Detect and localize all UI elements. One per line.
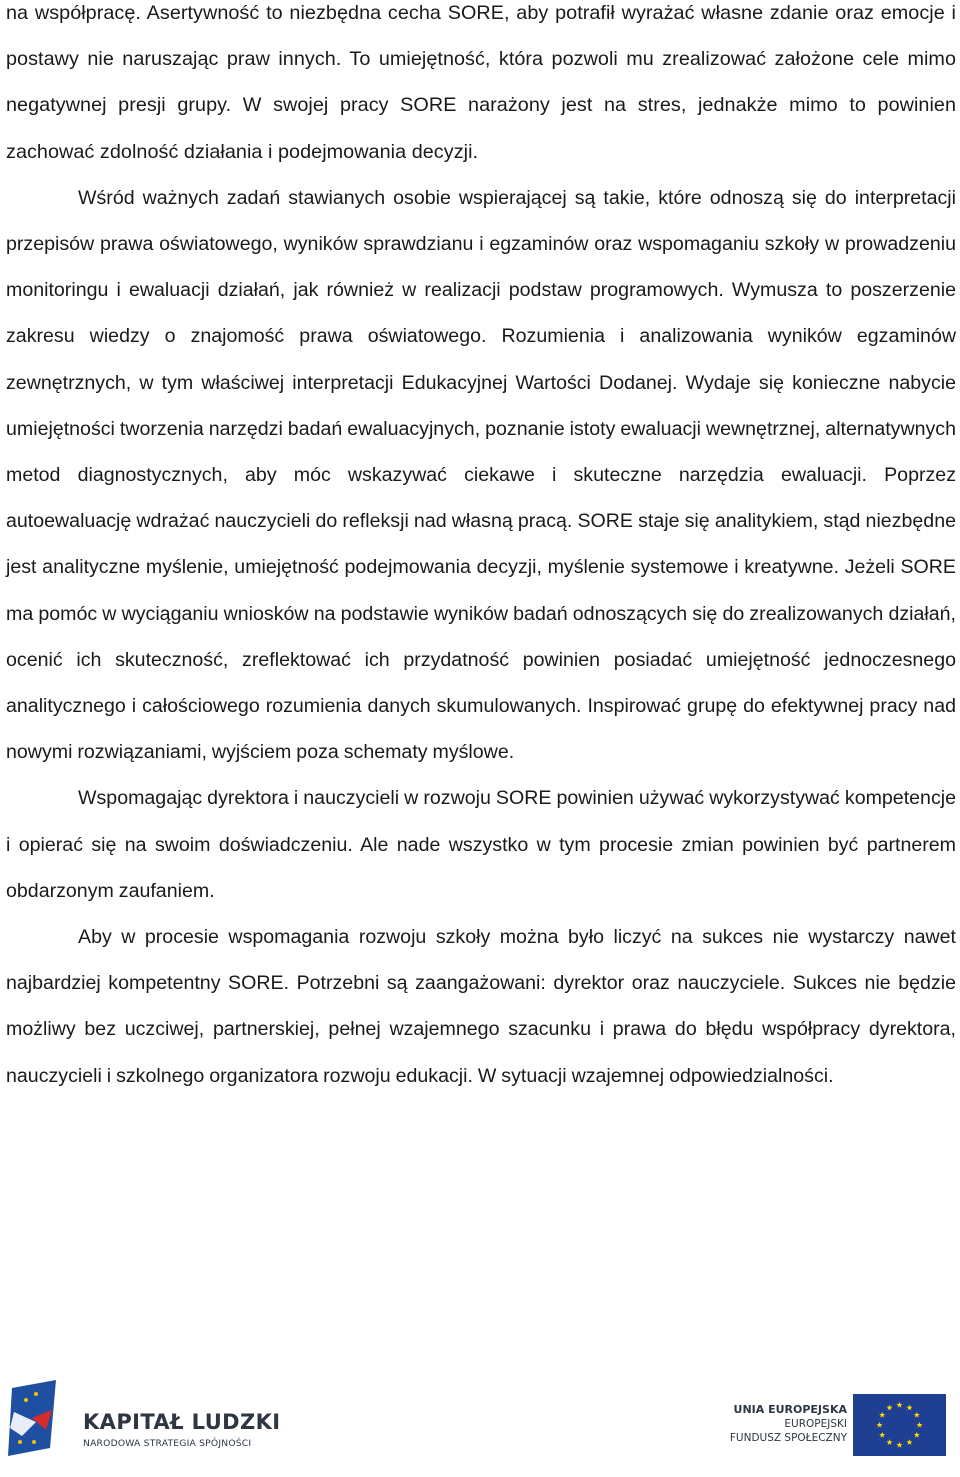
kapital-ludzki-logo (6, 1378, 306, 1458)
kapital-ludzki-subtitle: NARODOWA STRATEGIA SPÓJNOŚCI (83, 1438, 252, 1449)
eu-text (730, 1402, 847, 1445)
eu-fund-label-1: EUROPEJSKI (784, 1418, 847, 1430)
kapital-ludzki-text (83, 1411, 281, 1449)
paragraph-1: na współpracę. Asertywność to niezbędna cecha SORE, aby potrafił wyrażać własne zdanie oraz emocje i postawy nie naruszając praw innych. To umiejętność, która pozwoli mu zrealizować założone cele mimo negatywnej presji grupy. W swojej pracy SORE narażony jest na stres, jednakże mimo to powinien zachować zdolność działania i podejmowania decyzji. (6, 2, 956, 163)
paragraph-2: Wśród ważnych zadań stawianych osobie wspierającej są takie, które odnoszą się do interpretacji przepisów prawa oświatowego, wyników sprawdzianu i egzaminów oraz wspomaganiu szkoły w prowadzeniu monitoringu i ewaluacji działań, jak również w realizacji podstaw programowych. Wymusza to poszerzenie zakresu wiedzy o znajomość prawa oświatowego. Rozumienia i analizowania wyników egzaminów zewnętrznych, w tym właściwej interpretacji Edukacyjnej Wartości Dodanej. Wydaje się konieczne nabycie umiejętności tworzenia narzędzi badań ewaluacyjnych, poznanie istoty ewaluacji wewnętrznej, alternatywnych metod diagnostycznych, aby móc wskazywać ciekawe i skuteczne narzędzia ewaluacji. Poprzez autoewaluację wdrażać nauczycieli do refleksji nad własną pracą. SORE staje się analitykiem, stąd niezbędne jest analityczne myślenie, umiejętność podejmowania decyzji, myślenie systemowe i kreatywne. Jeżeli SORE ma pomóc w wyciąganiu wniosków na podstawie wyników badań odnoszących się do zrealizowanych działań, ocenić ich skuteczność, zreflektować ich przydatność powinien posiadać umiejętność jednoczesnego analitycznego i całościowego rozumienia danych skumulowanych. Inspirować grupę do efektywnej pracy nad nowymi rozwiązaniami, wyjściem poza schematy myślowe. (6, 186, 956, 764)
paragraph-4: Aby w procesie wspomagania rozwoju szkoły można było liczyć na sukces nie wystarczy nawet najbardziej kompetentny SORE. Potrzebni są zaangażowani: dyrektor oraz nauczyciele. Sukces nie będzie możliwy bez uczciwej, partnerskiej, pełnej wzajemnego szacunku i prawa do błędu współpracy dyrektora, nauczycieli i szkolnego organizatora rozwoju edukacji. W sytuacji wzajemnej odpowiedzialności. (6, 926, 956, 1087)
emblem-star-icon (32, 1440, 36, 1444)
kapital-ludzki-title: KAPITAŁ LUDZKI (83, 1410, 281, 1434)
emblem-star-icon (34, 1392, 38, 1396)
emblem-star-icon (24, 1398, 28, 1402)
page-footer (0, 1372, 960, 1472)
eu-union-label: UNIA EUROPEJSKA (733, 1403, 847, 1416)
eu-fund-label-2: FUNDUSZ SPOŁECZNY (729, 1432, 847, 1444)
document-body (6, 0, 956, 1099)
eu-logo (729, 1400, 955, 1460)
emblem-star-icon (18, 1440, 22, 1444)
kapital-ludzki-emblem-icon (6, 1378, 78, 1458)
eu-flag-icon (853, 1394, 946, 1456)
paragraph-3: Wspomagając dyrektora i nauczycieli w rozwoju SORE powinien używać wykorzystywać kompetencje i opierać się na swoim doświadczeniu. Ale nade wszystko w tym procesie zmian powinien być partnerem obdarzonym zaufaniem. (6, 787, 956, 902)
